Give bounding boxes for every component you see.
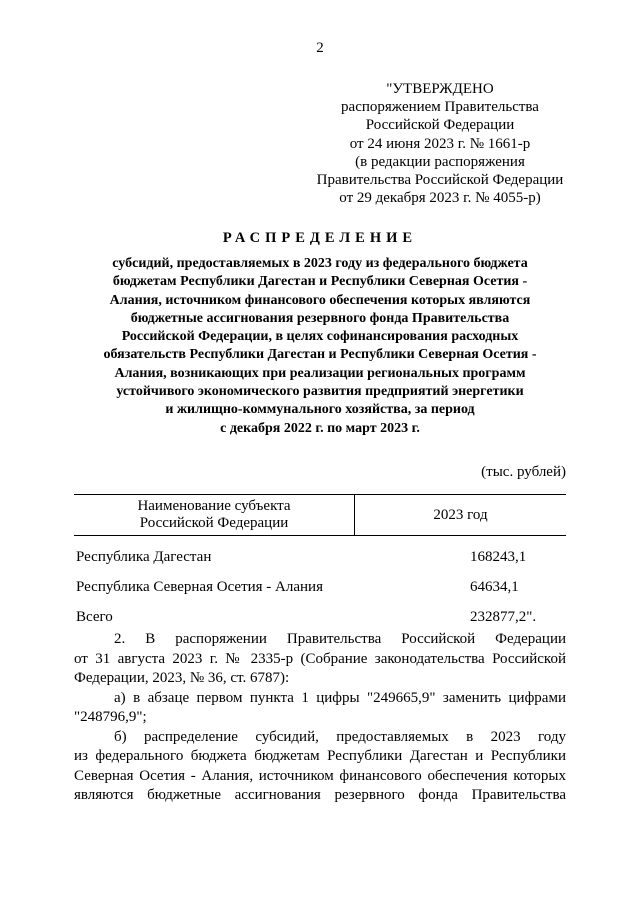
approval-line: от 29 декабря 2023 г. № 4055-р) (339, 190, 541, 207)
body-text (74, 630, 566, 806)
row-value: 232877,2". (470, 608, 537, 625)
approval-line: "УТВЕРЖДЕНО (386, 81, 494, 97)
row-subject: Республика Дагестан (76, 548, 212, 565)
table-row (74, 542, 566, 572)
table-row (74, 602, 566, 632)
subtitle-line: с декабря 2022 г. по март 2023 г. (220, 420, 420, 436)
row-value: 64634,1 (470, 578, 519, 595)
subtitle-line: Алания, возникающих при реализации региональных программ (114, 365, 526, 381)
paragraph-line: 2. В распоряжении Правительства Российской Федерации (114, 631, 566, 647)
subtitle-line: и жилищно-коммунального хозяйства, за период (165, 402, 475, 418)
document-title: РАСПРЕДЕЛЕНИЕ (222, 230, 418, 246)
subtitle-line: Российской Федерации, в целях софинансирования расходных (121, 329, 519, 345)
table-row (74, 572, 566, 602)
header-subject-line: Наименование субъекта (137, 498, 291, 514)
table-body (74, 542, 566, 632)
subtitle-line: бюджетам Республики Дагестан и Республики Северная Осетия - (112, 274, 528, 290)
row-subject: Всего (76, 608, 113, 625)
subtitle-line: бюджетные ассигнования резервного фонда Правительства (130, 310, 510, 326)
approval-line: Правительства Российской Федерации (316, 172, 564, 189)
header-subject (74, 495, 355, 535)
approval-line: распоряжением Правительства (341, 99, 539, 116)
document-subtitle (60, 255, 580, 438)
approval-line: (в редакции распоряжения (355, 153, 525, 170)
paragraph-line: а) в абзаце первом пункта 1 цифры "249665,9" заменить цифрами (114, 689, 566, 706)
approval-line: Российской Федерации (365, 117, 515, 134)
subtitle-line: обязательств Республики Дагестан и Республики Северная Осетия - (103, 347, 537, 363)
subtitle-line: Алания, источником финансового обеспечения которых являются (109, 292, 531, 308)
row-subject: Республика Северная Осетия - Алания (76, 578, 323, 595)
table-header (74, 494, 566, 536)
page-number: 2 (316, 40, 324, 56)
paragraph-text: "248796,9"; (74, 709, 147, 725)
subtitle-line: субсидий, предоставляемых в 2023 году из федерального бюджета (112, 256, 528, 271)
units-label: (тыс. рублей) (481, 464, 566, 480)
approval-line: от 24 июня 2023 г. № 1661-р (349, 135, 531, 152)
header-year: 2023 год (433, 507, 488, 523)
header-subject-line: Российской Федерации (139, 515, 289, 531)
paragraph-line: б) распределение субсидий, предоставляемых в 2023 году (114, 728, 566, 745)
approval-stamp (300, 80, 580, 207)
paragraph-text: от 31 августа 2023 г. № 2335-р (Собрание законодательства Российской Федерации, 2023, № 36, ст. 6787): (74, 650, 566, 686)
paragraph-text: из федерального бюджета бюджетам Республики Дагестан и Республики Северная Осетия - Алания, источником финансового обеспечения которых являются бюджетные ассигнования резервного фонда Правительства (74, 748, 566, 803)
row-value: 168243,1 (470, 548, 527, 565)
distribution-table (74, 494, 566, 632)
subtitle-line: устойчивого экономического развития предприятий энергетики (116, 384, 524, 400)
